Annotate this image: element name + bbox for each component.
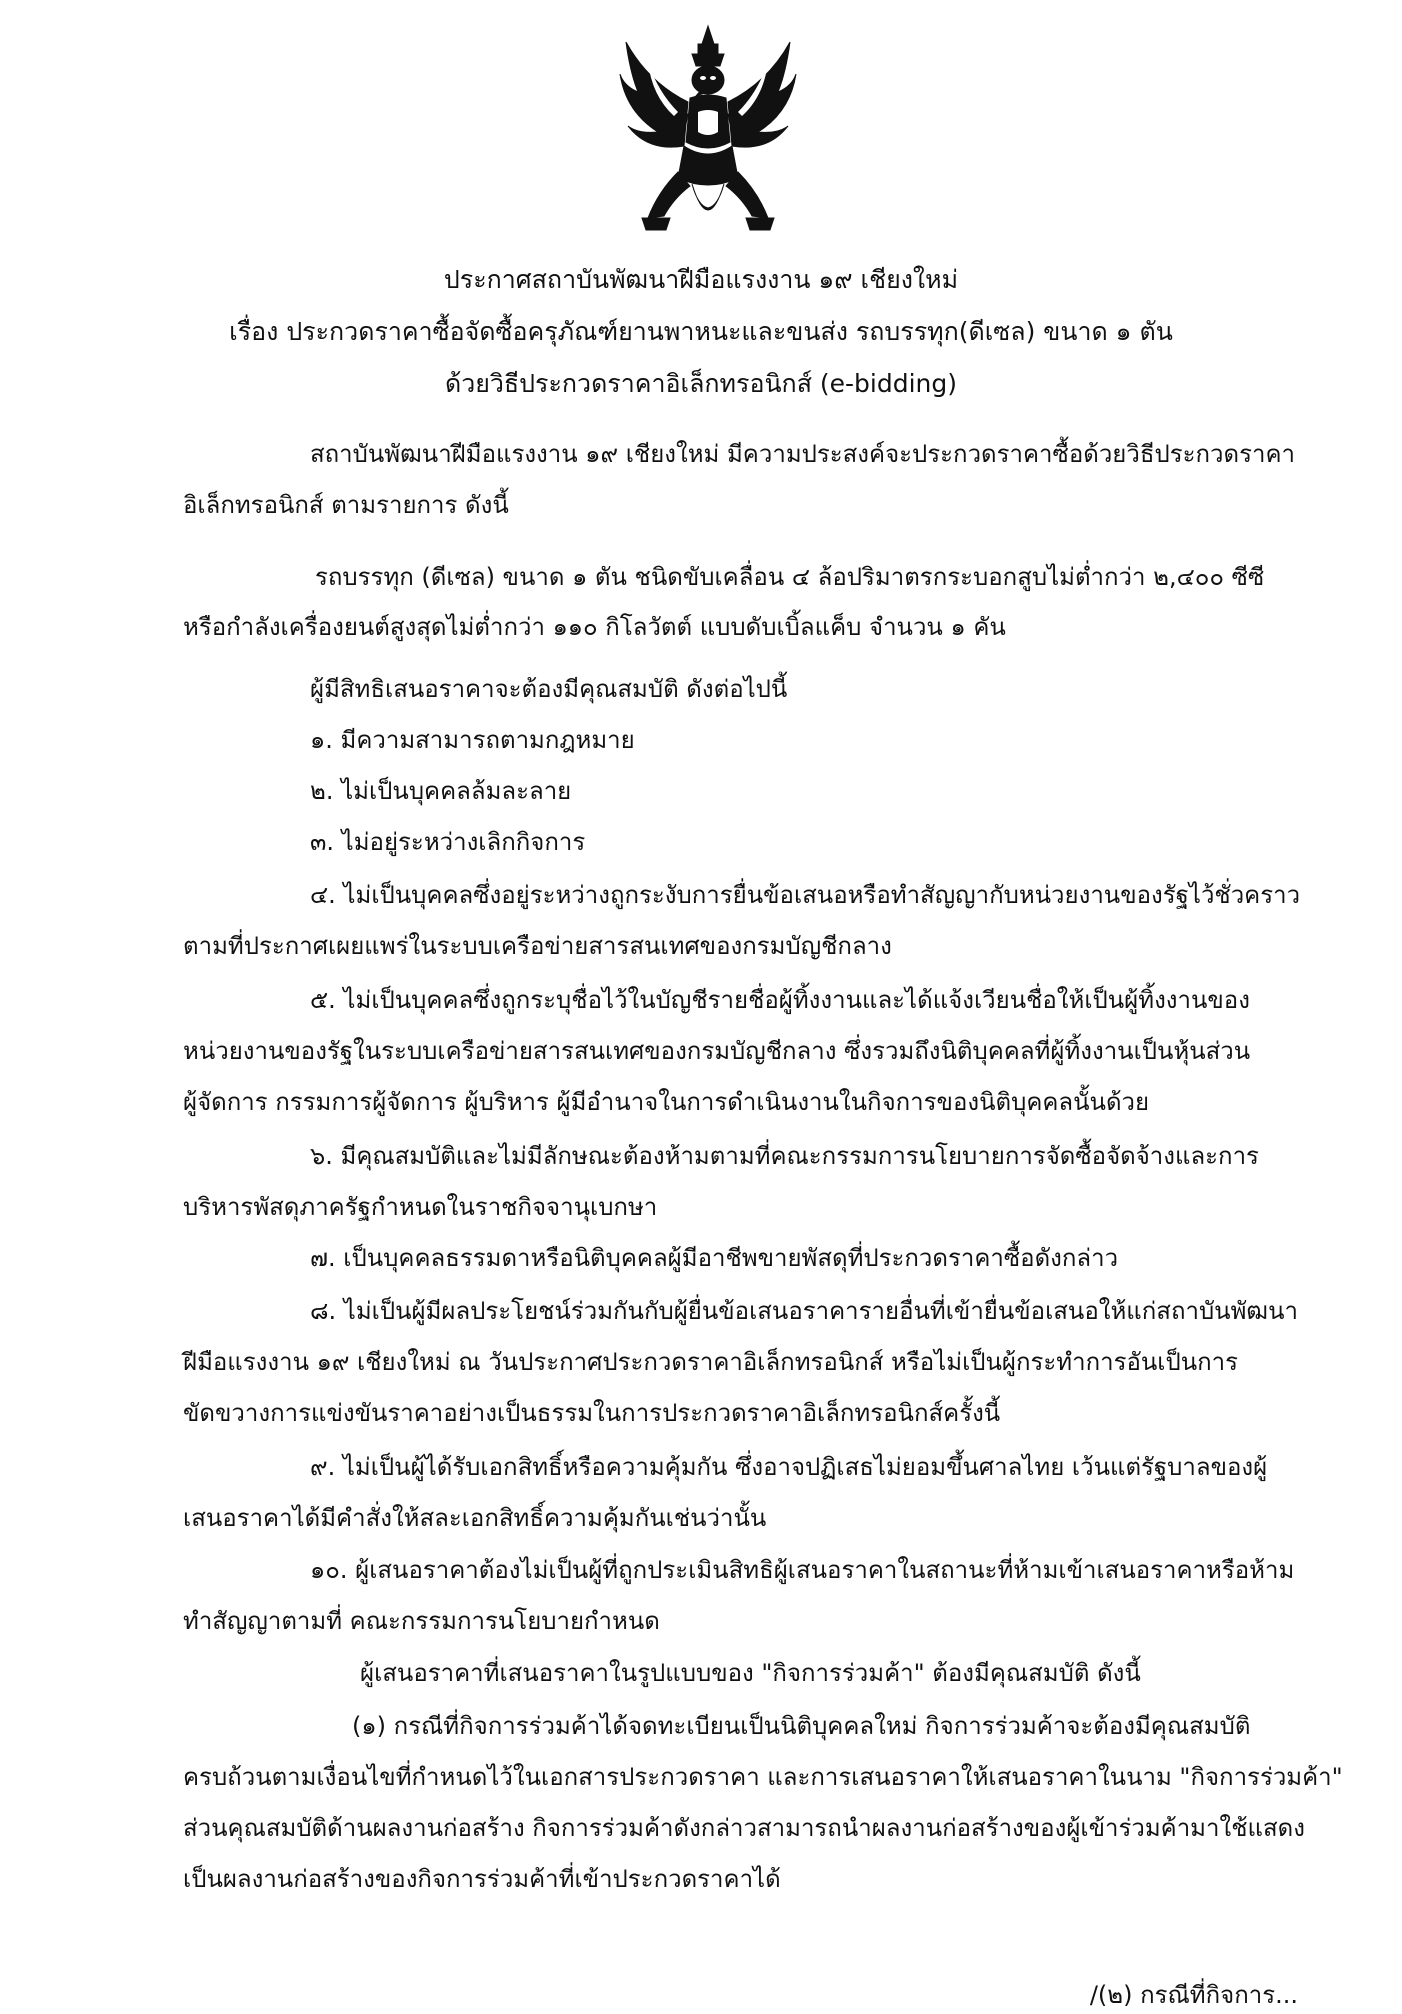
joint-venture-1-line-1: (๑) กรณีที่กิจการร่วมค้าได้จดทะเบียนเป็นนิติบุคคลใหม่ กิจการร่วมค้าจะต้องมีคุณสมบัติ [352, 1712, 1251, 1740]
qualification-5-line-2: หน่วยงานของรัฐในระบบเครือข่ายสารสนเทศของกรมบัญชีกลาง ซึ่งรวมถึงนิติบุคคลที่ผู้ทิ้งงานเป็นหุ้นส่วน [183, 1037, 1251, 1065]
qualification-9-line-1: ๙. ไม่เป็นผู้ได้รับเอกสิทธิ์หรือความคุ้มกัน ซึ่งอาจปฏิเสธไม่ยอมขึ้นศาลไทย เว้นแต่รัฐบาลของผู้ [310, 1453, 1268, 1481]
item-line-2: หรือกำลังเครื่องยนต์สูงสุดไม่ต่ำกว่า ๑๑๐ กิโลวัตต์ แบบดับเบิ้ลแค็บ จำนวน ๑ คัน [183, 613, 1006, 641]
qualification-9-line-2: เสนอราคาได้มีคำสั่งให้สละเอกสิทธิ์ความคุ้มกันเช่นว่านั้น [183, 1504, 767, 1532]
qualification-1: ๑. มีความสามารถตามกฎหมาย [310, 726, 635, 754]
title-line-3: ด้วยวิธีประกวดราคาอิเล็กทรอนิกส์ (e-bidding) [444, 369, 958, 398]
qualification-6-line-1: ๖. มีคุณสมบัติและไม่มีลักษณะต้องห้ามตามที่คณะกรรมการนโยบายการจัดซื้อจัดจ้างและการ [310, 1142, 1259, 1170]
qualification-3: ๓. ไม่อยู่ระหว่างเลิกกิจการ [310, 828, 586, 856]
qualification-4-line-1: ๔. ไม่เป็นบุคคลซึ่งอยู่ระหว่างถูกระงับการยื่นข้อเสนอหรือทำสัญญากับหน่วยงานของรัฐไว้ชั่วคราว [310, 881, 1301, 909]
garuda-emblem-icon [618, 22, 798, 240]
qualification-8-line-3: ขัดขวางการแข่งขันราคาอย่างเป็นธรรมในการประกวดราคาอิเล็กทรอนิกส์ครั้งนี้ [183, 1399, 1001, 1427]
intro-line-2: อิเล็กทรอนิกส์ ตามรายการ ดังนี้ [183, 491, 509, 519]
qualification-10-line-1: ๑๐. ผู้เสนอราคาต้องไม่เป็นผู้ที่ถูกประเมินสิทธิผู้เสนอราคาในสถานะที่ห้ามเข้าเสนอราคาหรือห้าม [310, 1556, 1295, 1584]
qualification-6-line-2: บริหารพัสดุภาครัฐกำหนดในราชกิจจานุเบกษา [183, 1193, 658, 1221]
title-line-2: เรื่อง ประกวดราคาซื้อจัดซื้อครุภัณฑ์ยานพาหนะและขนส่ง รถบรรทุก(ดีเซล) ขนาด ๑ ตัน [229, 317, 1173, 346]
joint-venture-heading: ผู้เสนอราคาที่เสนอราคาในรูปแบบของ "กิจการร่วมค้า" ต้องมีคุณสมบัติ ดังนี้ [360, 1659, 1141, 1687]
qualification-8-line-2: ฝีมือแรงงาน ๑๙ เชียงใหม่ ณ วันประกาศประกวดราคาอิเล็กทรอนิกส์ หรือไม่เป็นผู้กระทำการอันเป็นการ [183, 1348, 1239, 1376]
joint-venture-1-line-3: ส่วนคุณสมบัติด้านผลงานก่อสร้าง กิจการร่วมค้าดังกล่าวสามารถนำผลงานก่อสร้างของผู้เข้าร่วมค้ามาใช้แสดง [183, 1814, 1305, 1842]
qualifications-heading: ผู้มีสิทธิเสนอราคาจะต้องมีคุณสมบัติ ดังต่อไปนี้ [310, 675, 788, 703]
qualification-5-line-3: ผู้จัดการ กรรมการผู้จัดการ ผู้บริหาร ผู้มีอำนาจในการดำเนินงานในกิจการของนิติบุคคลนั้นด้วย [183, 1088, 1150, 1116]
intro-line-1: สถาบันพัฒนาฝีมือแรงงาน ๑๙ เชียงใหม่ มีความประสงค์จะประกวดราคาซื้อด้วยวิธีประกวดราคา [310, 440, 1295, 468]
qualification-10-line-2: ทำสัญญาตามที่ คณะกรรมการนโยบายกำหนด [183, 1607, 660, 1635]
title-line-1: ประกาศสถาบันพัฒนาฝีมือแรงงาน ๑๙ เชียงใหม่ [443, 265, 959, 294]
joint-venture-1-line-4: เป็นผลงานก่อสร้างของกิจการร่วมค้าที่เข้าประกวดราคาได้ [183, 1865, 781, 1893]
qualification-2: ๒. ไม่เป็นบุคคลล้มละลาย [310, 777, 572, 805]
continuation-note: /(๒) กรณีที่กิจการ... [1089, 1981, 1298, 2009]
qualification-8-line-1: ๘. ไม่เป็นผู้มีผลประโยชน์ร่วมกันกับผู้ยื่นข้อเสนอราคารายอื่นที่เข้ายื่นข้อเสนอให้แก่สถาบันพัฒนา [310, 1297, 1298, 1325]
item-line-1: รถบรรทุก (ดีเซล) ขนาด ๑ ตัน ชนิดขับเคลื่อน ๔ ล้อปริมาตรกระบอกสูบไม่ต่ำกว่า ๒,๔๐๐ ซีซี [315, 563, 1265, 591]
joint-venture-1-line-2: ครบถ้วนตามเงื่อนไขที่กำหนดไว้ในเอกสารประกวดราคา และการเสนอราคาให้เสนอราคาในนาม "กิจการร่วมค้า" [183, 1763, 1343, 1791]
qualification-4-line-2: ตามที่ประกาศเผยแพร่ในระบบเครือข่ายสารสนเทศของกรมบัญชีกลาง [183, 932, 892, 960]
qualification-7: ๗. เป็นบุคคลธรรมดาหรือนิติบุคคลผู้มีอาชีพขายพัสดุที่ประกวดราคาซื้อดังกล่าว [310, 1244, 1119, 1272]
qualification-5-line-1: ๕. ไม่เป็นบุคคลซึ่งถูกระบุชื่อไว้ในบัญชีรายชื่อผู้ทิ้งงานและได้แจ้งเวียนชื่อให้เป็นผู้ทิ้งงานของ [310, 986, 1250, 1014]
